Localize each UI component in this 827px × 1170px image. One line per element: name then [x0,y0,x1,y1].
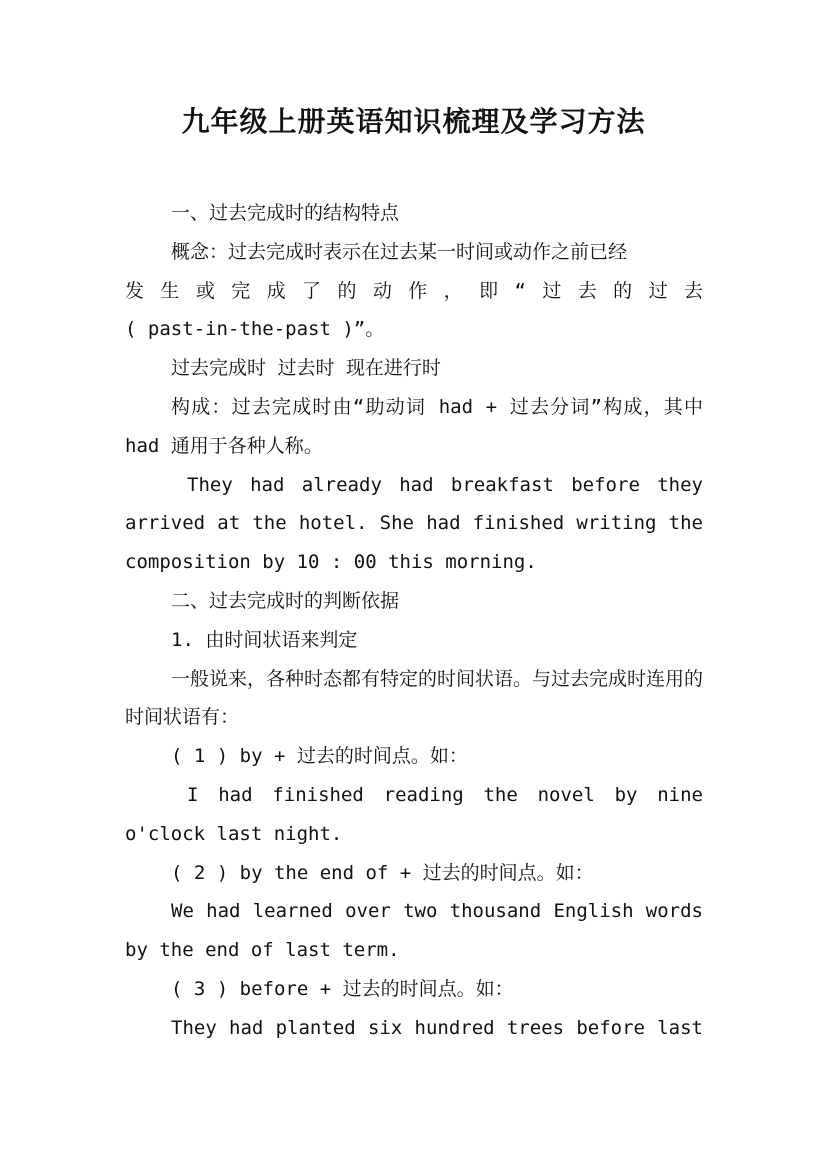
section-heading-2: 二、过去完成时的判断依据 [171,589,400,612]
paragraph-concept-line2: 发生或完成了的动作，即“过去的过去 [125,279,703,302]
paragraph-general: 一般说来，各种时态都有特定的时间状语。与过去完成时连用的时间状语有： [125,667,704,729]
document-body [125,194,703,1048]
section-heading-1: 一、过去完成时的结构特点 [171,202,400,224]
list-item-2: ( 2 ) by the end of + 过去的时间点。如： [171,861,594,884]
subheading-1: 1. 由时间状语来判定 [171,628,358,651]
document-title: 九年级上册英语知识梳理及学习方法 [181,105,646,138]
example-2: We had learned over two thousand English words by the end of last term. [125,900,703,962]
paragraph-structure: 构成：过去完成时由“助动词 had + 过去分词”构成，其中 had 通用于各种人称。 [125,395,703,457]
list-item-3: ( 3 ) before + 过去的时间点。如： [171,977,514,1000]
paragraph-concept-line3: ( past-in-the-past )”。 [125,318,385,341]
paragraph-tenses: 过去完成时 过去时 现在进行时 [171,357,441,380]
example-1: I had finished reading the novel by nine o'clock last night. [125,783,703,845]
paragraph-example-1: They had already had breakfast before they arrived at the hotel. She had finished writing the composition by 10 : 00 this morning. [125,473,703,574]
paragraph-concept-line1: 概念：过去完成时表示在过去某一时间或动作之前已经 [171,240,628,263]
list-item-1: ( 1 ) by + 过去的时间点。如： [171,745,468,768]
example-3: They had planted six hundred trees before last [171,1016,703,1039]
